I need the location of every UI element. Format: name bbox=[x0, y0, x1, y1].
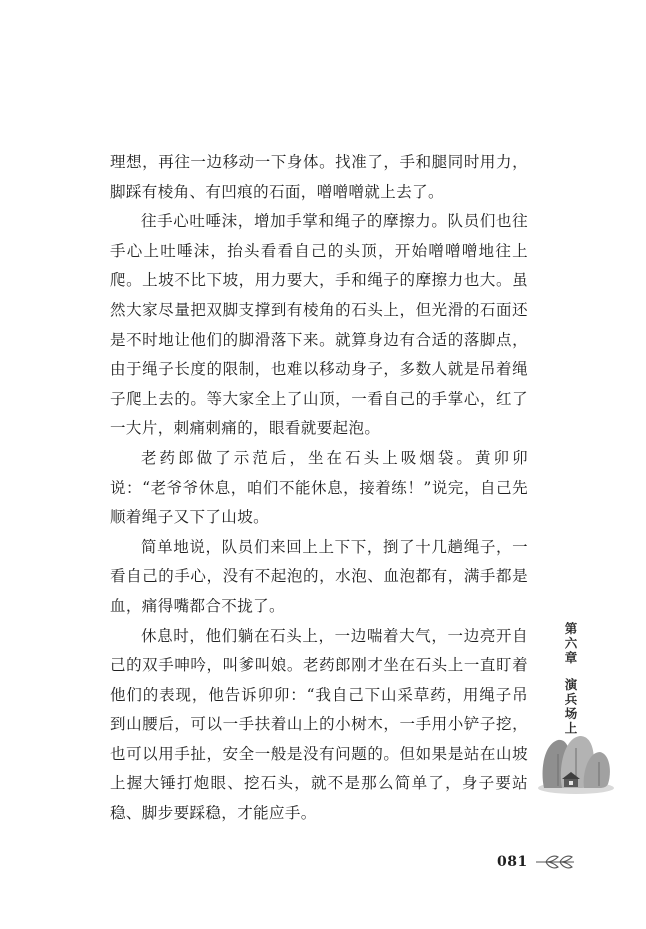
paragraph-4: 简单地说，队员们来回上上下下，捯了十几趟绳子，一看自己的手心，没有不起泡的，水泡、血泡都有，满手都是血，痛得嘴都合不拢了。 bbox=[110, 537, 528, 615]
chapter-title: 演兵场上 bbox=[563, 677, 578, 736]
leaf-ornament-icon bbox=[534, 854, 576, 870]
chapter-side-label bbox=[561, 622, 579, 736]
paragraph-2: 往手心吐唾沫，增加手掌和绳子的摩擦力。队员们也往手心上吐唾沫，抬头看看自己的头顶，开始噌噌噌地往上爬。上坡不比下坡，用力要大，手和绳子的摩擦力也大。虽然大家尽量把双脚支撑到有棱角的石头上，但光滑的石面还是不时地让他们的脚滑落下来。就算身边有合适的落脚点，由于绳子长度的限制，也难以移动身子，多数人就是吊着绳子爬上去的。等大家全上了山顶，一看自己的手掌心，红了一大片，刺痛刺痛的，眼看就要起泡。 bbox=[110, 212, 528, 438]
page-footer bbox=[497, 854, 576, 870]
illustration-window bbox=[569, 781, 573, 785]
page-number: 081 bbox=[497, 854, 528, 870]
paragraph-5: 休息时，他们躺在石头上，一边喘着大气，一边亮开自己的双手呻吟，叫爹叫娘。老药郎刚才坐在石头上一直盯着他们的表现，他告诉卯卯：“我自己下山采草药，用绳子吊到山腰后，可以一手扶着山上的小树木，一手用小铲子挖，也可以用手扯，安全一般是没有问题的。但如果是站在山坡上握大锤打炮眼、挖石头，就不是那么简单了，身子要站稳、脚步要踩稳，才能应手。 bbox=[110, 626, 528, 823]
chapter-number: 第六章 bbox=[563, 622, 578, 666]
paragraph-3: 老药郎做了示范后，坐在石头上吸烟袋。黄卯卯说：“老爷爷休息，咱们不能休息，接着练！”说完，自己先顺着绳子又下了山坡。 bbox=[110, 448, 528, 527]
paragraph-1: 理想，再往一边移动一下身体。找准了，手和腿同时用力，脚踩有棱角、有凹痕的石面，噌噌噌就上去了。 bbox=[110, 153, 528, 201]
body-text bbox=[110, 148, 528, 829]
landscape-illustration bbox=[536, 730, 616, 796]
